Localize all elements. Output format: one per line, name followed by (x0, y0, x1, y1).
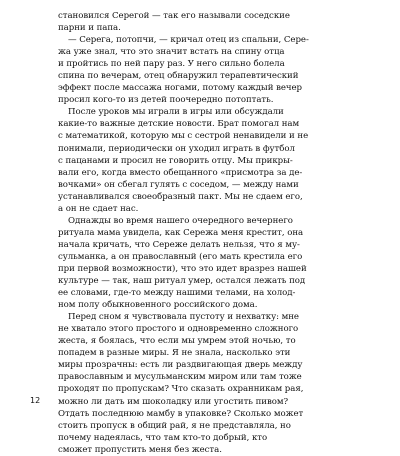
text-line: попадем в разные миры. Я не знала, насколько эти (58, 348, 291, 359)
text-line: Однажды во время нашего очередного вечернего (68, 215, 293, 226)
text-line: Отдать последнюю мамбу в упаковке? Сколько может (58, 408, 304, 419)
text-line: с математикой, которую мы с сестрой ненавидели и не (58, 131, 309, 142)
text-line: при первой возможности), что это идет вразрез нашей (58, 263, 307, 274)
text-line: ее словами, где-то между нашими телами, на холод- (58, 288, 296, 299)
text-line: проходят по пропускам? Что сказать охранникам рая, (58, 384, 304, 395)
text-line: и пройтись по ней пару раз. У него сильно болела (58, 59, 285, 70)
text-line: устанавливался своеобразный пакт. Мы не сдаем его, (58, 191, 303, 202)
text-line: стоить пропуск в общий рай, я не представляла, но (58, 420, 291, 431)
text-line: культуре — так, наш ритуал умер, остался лежать под (58, 276, 306, 287)
text-line: ном полу обыкновенного российского дома. (58, 300, 258, 311)
text-line: жа уже знал, что это значит встать на спину отца (58, 47, 285, 58)
text-line: вочками» он сбегал гулять с соседом, — между нами (58, 179, 299, 190)
text-line: сульманка, а он православный (его мать крестила его (58, 251, 303, 262)
text-line: начала кричать, что Сереже делать нельзя, что я му- (58, 239, 300, 250)
text-line: с пацанами и просил не говорить отцу. Мы прикры- (58, 155, 293, 166)
text-line: миры прозрачны: есть ли раздвигающая дверь между (58, 360, 303, 371)
text-line: просил кого-то из детей поочередно потоптать. (58, 95, 274, 106)
text-line: а он не сдает нас. (58, 203, 139, 214)
text-line: понимали, периодически он уходил играть в футбол (58, 143, 295, 154)
text-line: ритуала мама увидела, как Сережа меня крестит, она (58, 227, 304, 238)
text-line: не хватало этого простого и одновременно сложного (58, 324, 299, 335)
text-line: спина по вечерам, отец обнаружил терапевтический (58, 71, 299, 82)
text-line: почему надеялась, что там кто-то добрый, кто (58, 432, 268, 443)
text-line: православным и мусульманским миром или там тоже (58, 372, 302, 383)
text-line: можно ли дать им шоколадку или угостить пивом? (58, 396, 289, 407)
text-line: жеста, я боялась, что если мы умрем этой ночью, то (58, 336, 296, 347)
text-line: парни и папа. (58, 23, 121, 34)
page-number: 12 (30, 396, 41, 405)
text-line: становился Серегой — так его называли соседские (58, 11, 290, 21)
text-line: — Серега, потопчи, — кричал отец из спальни, Сере- (68, 35, 309, 46)
text-line: сможет пропустить меня без жеста. (58, 444, 222, 455)
text-line: какие-то важные детские новости. Брат помогал нам (58, 119, 300, 130)
text-line: эффект после массажа ногами, потому каждый вечер (58, 83, 303, 94)
text-line: После уроков мы играли в игры или обсуждали (68, 107, 284, 118)
body-text (58, 10, 350, 456)
text-line: вали его, когда вместо обещанного «присмотра за де- (58, 167, 303, 178)
text-line: Перед сном я чувствовала пустоту и нехватку: мне (68, 312, 299, 323)
